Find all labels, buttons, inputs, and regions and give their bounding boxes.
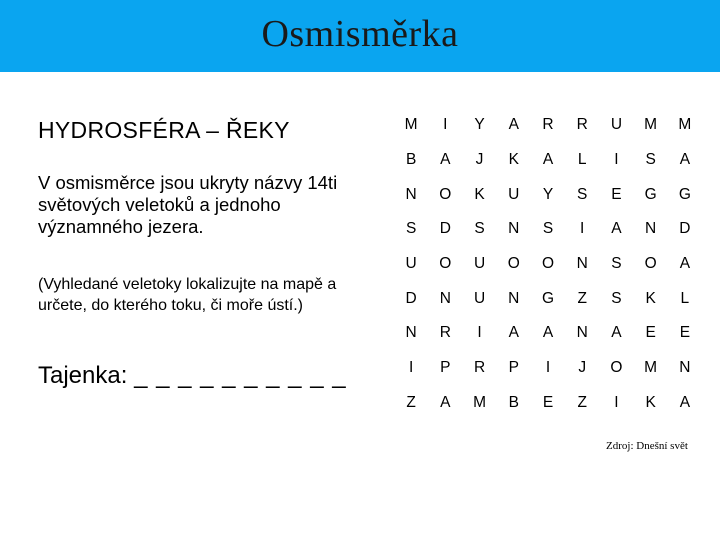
grid-cell[interactable]: D [679, 220, 691, 238]
grid-cell[interactable]: A [542, 324, 554, 342]
title-bar [0, 0, 720, 72]
grid-cell[interactable]: I [477, 324, 482, 342]
grid-cell[interactable]: S [577, 185, 588, 203]
section-heading: HYDROSFÉRA – ŘEKY [38, 117, 290, 143]
grid-cell[interactable]: R [542, 116, 554, 134]
grid-cell[interactable]: P [440, 359, 451, 377]
grid-cell[interactable]: N [576, 255, 588, 273]
grid-cell[interactable]: M [644, 359, 658, 377]
grid-cell[interactable]: B [508, 393, 519, 411]
grid-cell[interactable]: D [405, 289, 417, 307]
tajenka-label: Tajenka: [38, 362, 128, 389]
grid-cell[interactable]: R [576, 116, 588, 134]
grid-cell[interactable]: N [576, 324, 588, 342]
grid-cell[interactable]: U [508, 185, 520, 203]
note-text: (Vyhledané veletoky lokalizujte na mapě a určete, do kterého toku, či moře ústí.) [38, 276, 337, 314]
grid-row [394, 351, 702, 386]
grid-cell[interactable]: Y [542, 185, 554, 203]
page-title: Osmisměrka [261, 13, 459, 55]
grid-cell[interactable]: N [508, 220, 520, 238]
grid-cell[interactable]: S [611, 255, 622, 273]
grid-row [394, 177, 702, 212]
grid-cell[interactable]: I [408, 359, 414, 377]
grid-cell[interactable]: S [611, 289, 622, 307]
grid-row [394, 386, 702, 421]
grid-cell[interactable]: N [405, 324, 417, 342]
grid-cell[interactable]: U [405, 255, 417, 273]
grid-cell[interactable]: I [580, 220, 585, 238]
grid-cell[interactable]: Z [577, 393, 587, 411]
grid-cell[interactable]: O [610, 359, 623, 377]
grid-cell[interactable]: S [542, 220, 554, 238]
grid-cell[interactable]: O [507, 255, 520, 273]
word-search-grid [394, 108, 702, 420]
grid-cell[interactable]: M [473, 393, 486, 411]
instructions-text: V osmisměrce jsou ukryty názvy 14ti světových veletoků a jednoho významného jezera. [38, 172, 338, 237]
grid-cell[interactable]: G [678, 185, 691, 203]
grid-cell[interactable]: R [439, 324, 451, 342]
grid-cell[interactable]: A [440, 151, 451, 169]
grid-row [394, 212, 702, 247]
grid-cell[interactable]: A [508, 116, 519, 134]
grid-cell[interactable]: O [439, 185, 452, 203]
grid-cell[interactable]: Y [474, 116, 485, 134]
grid-row [394, 247, 702, 282]
grid-cell[interactable]: D [439, 220, 451, 238]
source-credit: Zdroj: Dnešní svět [606, 440, 688, 452]
grid-cell[interactable]: N [508, 289, 520, 307]
grid-row [394, 108, 702, 143]
grid-row [394, 316, 702, 351]
grid-cell[interactable]: G [644, 185, 657, 203]
grid-cell[interactable]: E [645, 324, 656, 342]
grid-cell[interactable]: O [644, 255, 657, 273]
grid-cell[interactable]: U [610, 116, 623, 134]
grid-cell[interactable]: U [473, 289, 486, 307]
grid-cell[interactable]: E [679, 324, 691, 342]
grid-row [394, 281, 702, 316]
grid-cell[interactable]: R [473, 359, 486, 377]
grid-cell[interactable]: L [577, 151, 587, 169]
grid-cell[interactable]: N [405, 185, 417, 203]
grid-row [394, 143, 702, 178]
grid-cell[interactable]: M [678, 116, 692, 134]
grid-cell[interactable]: A [679, 255, 691, 273]
grid-cell[interactable]: N [679, 359, 691, 377]
grid-cell[interactable]: G [541, 289, 555, 307]
grid-cell[interactable]: U [473, 255, 486, 273]
grid-cell[interactable]: E [542, 393, 554, 411]
tajenka-blanks: _ _ _ _ _ _ _ _ _ _ [134, 362, 347, 389]
tajenka-line [38, 362, 347, 390]
grid-cell[interactable]: I [545, 359, 551, 377]
grid-cell[interactable]: Z [577, 289, 587, 307]
grid-cell[interactable]: I [614, 393, 619, 411]
grid-cell[interactable]: K [645, 289, 656, 307]
grid-cell[interactable]: N [645, 220, 657, 238]
grid-cell[interactable]: B [405, 151, 417, 169]
grid-cell[interactable]: A [679, 151, 691, 169]
grid-cell[interactable]: S [474, 220, 485, 238]
grid-cell[interactable]: S [405, 220, 417, 238]
grid-cell[interactable]: A [611, 220, 622, 238]
grid-cell[interactable]: A [679, 393, 691, 411]
grid-cell[interactable]: L [680, 289, 690, 307]
grid-cell[interactable]: A [611, 324, 622, 342]
grid-cell[interactable]: K [508, 151, 519, 169]
grid-cell[interactable]: J [578, 359, 587, 377]
grid-cell[interactable]: K [645, 393, 656, 411]
grid-cell[interactable]: J [475, 151, 484, 169]
grid-cell[interactable]: O [541, 255, 555, 273]
grid-cell[interactable]: I [443, 116, 448, 134]
grid-cell[interactable]: K [474, 185, 485, 203]
grid-cell[interactable]: E [611, 185, 622, 203]
grid-cell[interactable]: M [404, 116, 418, 134]
grid-cell[interactable]: N [439, 289, 451, 307]
grid-cell[interactable]: A [440, 393, 451, 411]
grid-cell[interactable]: A [542, 151, 554, 169]
grid-cell[interactable]: M [644, 116, 658, 134]
grid-cell[interactable]: Z [406, 393, 416, 411]
grid-cell[interactable]: S [645, 151, 656, 169]
grid-cell[interactable]: P [508, 359, 519, 377]
grid-cell[interactable]: O [439, 255, 452, 273]
grid-cell[interactable]: A [508, 324, 519, 342]
grid-cell[interactable]: I [614, 151, 619, 169]
